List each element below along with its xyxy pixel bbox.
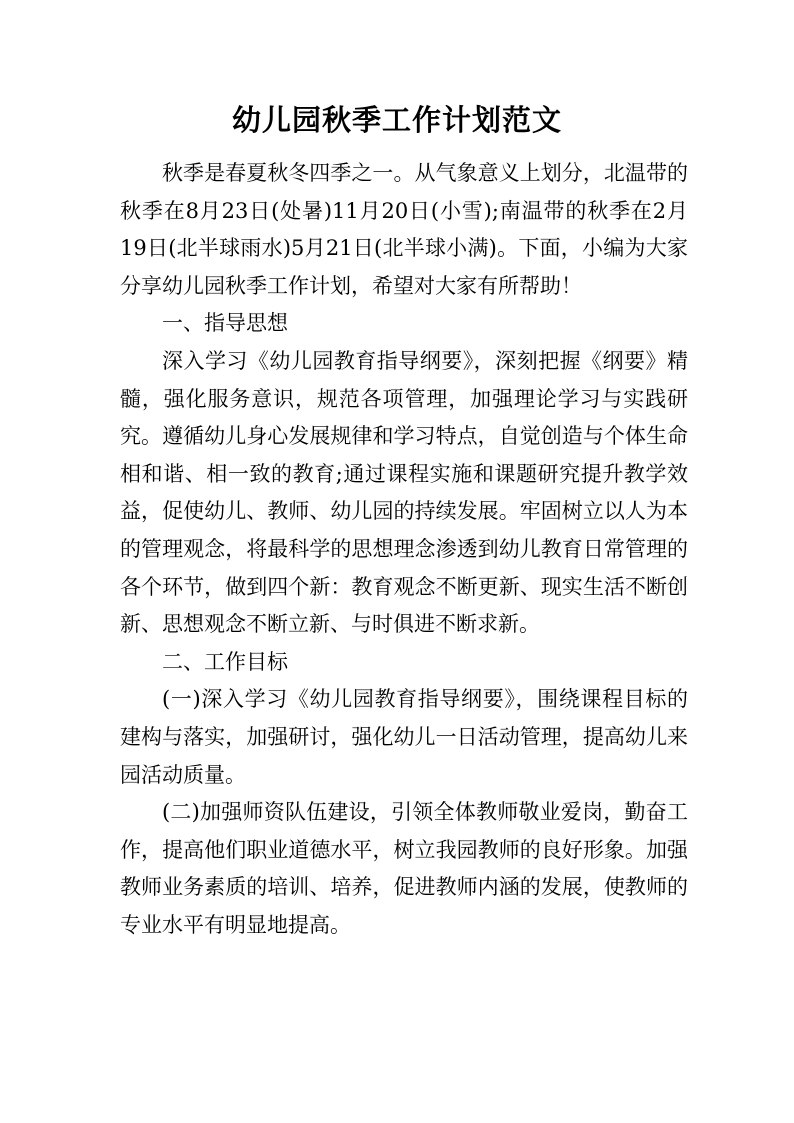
guiding-ideology-paragraph: 深入学习《幼儿园教育指导纲要》，深刻把握《纲要》精髓，强化服务意识，规范各项管理，加强理论学习与实践研究。遵循幼儿身心发展规律和学习特点，自觉创造与个体生命相和谐、相一致的教育;通过课程实施和课题研究提升教学效益，促使幼儿、教师、幼儿园的持续发展。牢固树立以人为本的管理观念，将最科学的思想理念渗透到幼儿教育日常管理的各个环节，做到四个新：教育观念不断更新、现实生活不断创新、思想观念不断立新、与时俱进不断求新。 xyxy=(120,348,688,637)
section-heading-work-goals: 二、工作目标 xyxy=(162,649,288,674)
work-goal-paragraph-1: (一)深入学习《幼儿园教育指导纲要》，围绕课程目标的建构与落实，加强研讨，强化幼儿一日活动管理，提高幼儿来园活动质量。 xyxy=(120,687,688,787)
document-body xyxy=(120,155,688,944)
work-goal-paragraph-2: (二)加强师资队伍建设，引领全体教师敬业爱岗，勤奋工作，提高他们职业道德水平，树立我园教师的良好形象。加强教师业务素质的培训、培养，促进教师内涵的发展，使教师的专业水平有明显地提高。 xyxy=(120,800,688,937)
document-title: 幼儿园秋季工作计划范文 xyxy=(231,103,562,137)
section-heading-guiding-ideology: 一、指导思想 xyxy=(162,311,288,336)
intro-paragraph: 秋季是春夏秋冬四季之一。从气象意义上划分，北温带的秋季在8月23日(处暑)11月20日(小雪);南温带的秋季在2月19日(北半球雨水)5月21日(北半球小满)。下面，小编为大家分享幼儿园秋季工作计划，希望对大家有所帮助！ xyxy=(120,161,688,298)
